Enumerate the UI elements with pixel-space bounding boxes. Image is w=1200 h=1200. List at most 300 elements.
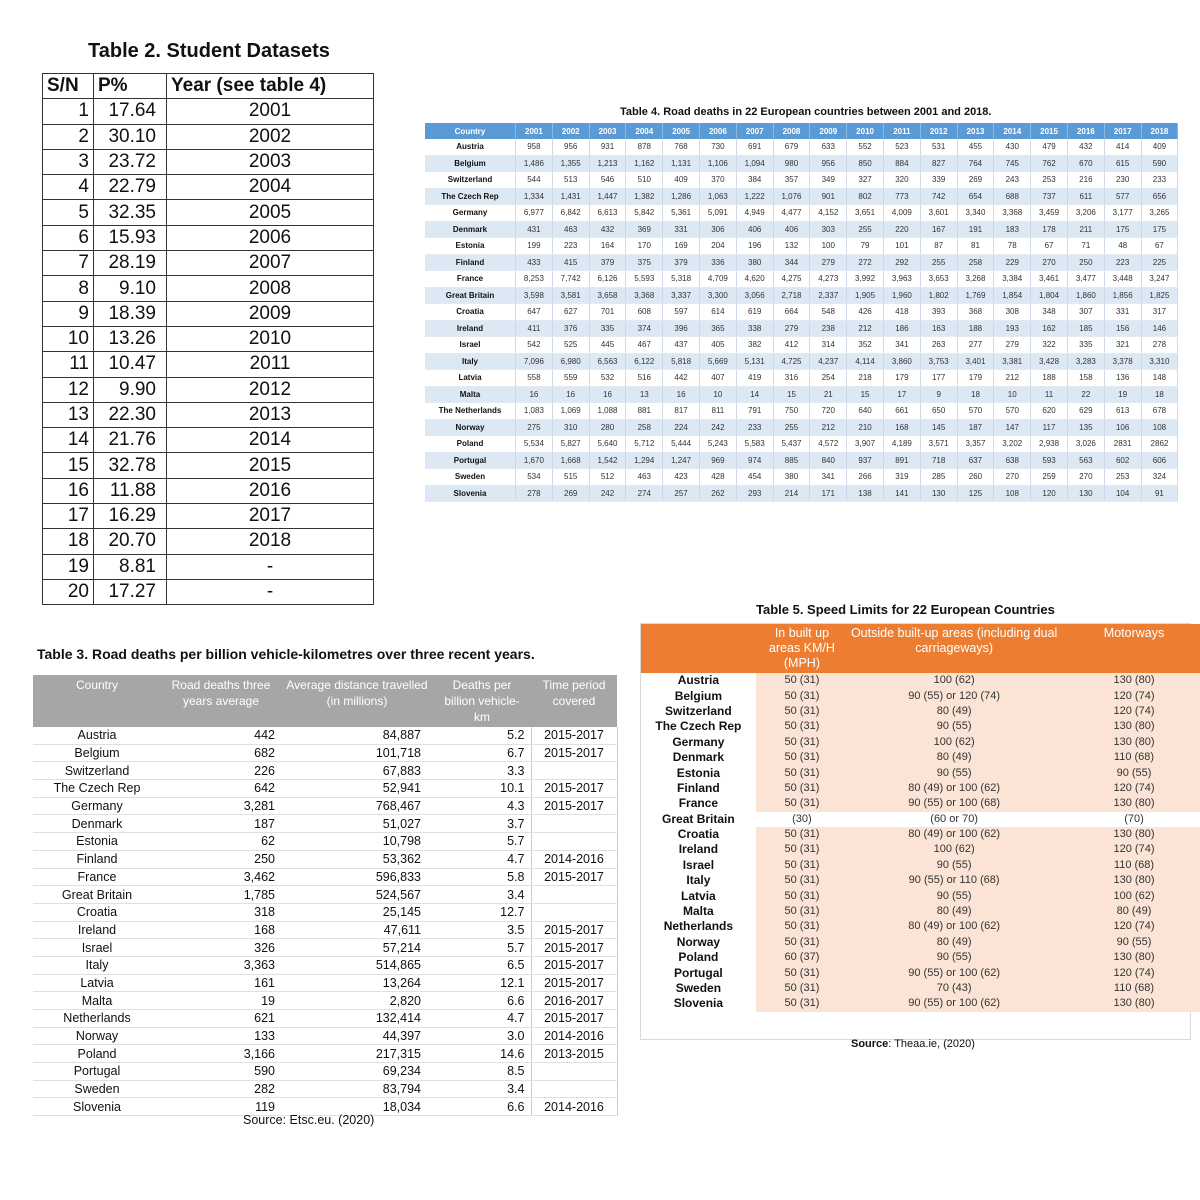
table4-cell-value: 409 — [1141, 139, 1178, 155]
table4-cell-value: 238 — [810, 320, 847, 337]
table2-cell-sn: 4 — [43, 175, 94, 200]
table4-cell-value: 16 — [516, 386, 553, 403]
table5-cell-gap — [1060, 704, 1068, 719]
table4-cell-value: 145 — [920, 419, 957, 436]
table4-row — [425, 205, 1178, 222]
table3-cell-distance: 67,883 — [281, 762, 433, 780]
table4-cell-value: 3,268 — [957, 271, 994, 288]
table4-cell-value: 316 — [773, 370, 810, 387]
table4-cell-value: 185 — [1067, 320, 1104, 337]
table4-cell-value: 510 — [626, 172, 663, 189]
table5-cell-builtup: 50 (31) — [756, 904, 848, 919]
table4-cell-value: 13 — [626, 386, 663, 403]
table3-cell-deaths: 62 — [161, 833, 281, 851]
table4-cell-value: 279 — [994, 337, 1031, 354]
table5-cell-gap — [1060, 950, 1068, 965]
table4-cell-value: 275 — [516, 419, 553, 436]
table4-cell-value: 322 — [1031, 337, 1068, 354]
table3-cell-rate: 14.6 — [433, 1045, 531, 1063]
table4-cell-value: 310 — [552, 419, 589, 436]
table2-cell-p: 30.10 — [94, 124, 167, 149]
table4-cell-value: 3,448 — [1104, 271, 1141, 288]
table4-cell-value: 1,825 — [1141, 287, 1178, 304]
table4-cell-value: 4,237 — [810, 353, 847, 370]
table3-row — [33, 868, 617, 886]
table4 — [425, 123, 1178, 502]
table4-cell-value: 108 — [1141, 419, 1178, 436]
table4-cell-value: 260 — [957, 469, 994, 486]
table3-cell-deaths: 161 — [161, 974, 281, 992]
table4-header-year: 2006 — [699, 123, 736, 139]
table4-cell-value: 6,122 — [626, 353, 663, 370]
table2-cell-p: 8.81 — [94, 554, 167, 579]
table5-cell-builtup: 60 (37) — [756, 950, 848, 965]
table4-cell-value: 341 — [883, 337, 920, 354]
table2-cell-p: 10.47 — [94, 352, 167, 377]
table4-cell-value: 10 — [699, 386, 736, 403]
table4-cell-value: 1,222 — [736, 188, 773, 205]
table3-row — [33, 992, 617, 1010]
table3-cell-rate: 6.7 — [433, 744, 531, 762]
table3-row — [33, 1027, 617, 1045]
table4-cell-value: 255 — [920, 254, 957, 271]
table4-cell-value: 193 — [994, 320, 1031, 337]
table3-cell-rate: 6.6 — [433, 1098, 531, 1116]
table4-cell-value: 18 — [957, 386, 994, 403]
table3-header-period: Time period covered — [531, 675, 617, 727]
table4-cell-value: 414 — [1104, 139, 1141, 155]
table4-cell-value: 720 — [810, 403, 847, 420]
table3-cell-deaths: 282 — [161, 1080, 281, 1098]
table4-cell-value: 320 — [883, 172, 920, 189]
table4-cell-value: 407 — [699, 370, 736, 387]
table4-cell-value: 270 — [1031, 254, 1068, 271]
table3-cell-deaths: 168 — [161, 921, 281, 939]
table3-row — [33, 762, 617, 780]
table4-cell-value: 850 — [847, 155, 884, 172]
table5-cell-outside: 90 (55) — [848, 765, 1060, 780]
table3-row — [33, 1010, 617, 1028]
table4-header-year: 2009 — [810, 123, 847, 139]
table2-cell-year: - — [167, 579, 374, 604]
table5-cell-builtup: 50 (31) — [756, 719, 848, 734]
table5-cell-outside: 90 (55) — [848, 950, 1060, 965]
table3-cell-period: 2015-2017 — [531, 727, 617, 744]
table4-cell-value: 183 — [994, 221, 1031, 238]
table4-cell-value: 516 — [626, 370, 663, 387]
table4-cell-value: 16 — [589, 386, 626, 403]
table2-row — [43, 301, 374, 326]
table4-cell-value: 1,334 — [516, 188, 553, 205]
table4-cell-value: 431 — [516, 221, 553, 238]
table3-header-deaths: Road deaths three years average — [161, 675, 281, 727]
table4-cell-country: Latvia — [425, 370, 516, 387]
table4-cell-value: 406 — [736, 221, 773, 238]
table4-cell-value: 3,056 — [736, 287, 773, 304]
table3-cell-deaths: 3,281 — [161, 797, 281, 815]
table3-row — [33, 797, 617, 815]
table5-cell-outside: 100 (62) — [848, 842, 1060, 857]
table2-cell-year: 2018 — [167, 529, 374, 554]
table4-cell-value: 6,842 — [552, 205, 589, 222]
table4-cell-value: 169 — [663, 238, 700, 255]
table4-cell-value: 87 — [920, 238, 957, 255]
table2-cell-p: 22.30 — [94, 402, 167, 427]
table3-cell-country: Belgium — [33, 744, 161, 762]
table4-cell-value: 670 — [1067, 155, 1104, 172]
table4-cell-value: 7,096 — [516, 353, 553, 370]
table4-cell-value: 258 — [957, 254, 994, 271]
table4-cell-value: 5,243 — [699, 436, 736, 453]
table5-row — [641, 796, 1200, 811]
table4-cell-value: 1,355 — [552, 155, 589, 172]
table2-header-p: P% — [94, 74, 167, 99]
table4-row — [425, 419, 1178, 436]
table4-cell-value: 5,818 — [663, 353, 700, 370]
table5-cell-country: Poland — [678, 950, 719, 965]
table4-cell-value: 881 — [626, 403, 663, 420]
table4-cell-value: 654 — [957, 188, 994, 205]
table2-cell-p: 11.88 — [94, 478, 167, 503]
table5-cell-motorways: 120 (74) — [1068, 688, 1200, 703]
table4-cell-value: 138 — [847, 485, 884, 502]
table4-cell-value: 432 — [589, 221, 626, 238]
table4-cell-value: 18 — [1141, 386, 1178, 403]
table2-row — [43, 554, 374, 579]
table5-cell-outside: 80 (49) — [848, 935, 1060, 950]
table5-cell-outside: 80 (49) — [848, 750, 1060, 765]
table4-cell-value: 802 — [847, 188, 884, 205]
table5-cell-gap — [1060, 673, 1068, 688]
table2-cell-sn: 3 — [43, 149, 94, 174]
table5-cell-outside: 90 (55) or 110 (68) — [848, 873, 1060, 888]
table5-cell-gap — [1060, 996, 1068, 1011]
table4-cell-value: 3,963 — [883, 271, 920, 288]
table4-cell-value: 204 — [699, 238, 736, 255]
table5-cell-outside: 90 (55) or 100 (62) — [848, 996, 1060, 1011]
table4-cell-value: 1,802 — [920, 287, 957, 304]
table4-cell-value: 336 — [699, 254, 736, 271]
table3-cell-deaths: 3,462 — [161, 868, 281, 886]
table4-cell-value: 602 — [1104, 452, 1141, 469]
table4-cell-value: 5,583 — [736, 436, 773, 453]
table3-cell-period: 2014-2016 — [531, 1027, 617, 1045]
table4-cell-value: 430 — [994, 139, 1031, 155]
table3-cell-period — [531, 815, 617, 833]
table4-cell-value: 104 — [1104, 485, 1141, 502]
table4-cell-value: 379 — [663, 254, 700, 271]
table4-cell-value: 1,106 — [699, 155, 736, 172]
table3-cell-country: France — [33, 868, 161, 886]
table5-cell-motorways: 90 (55) — [1068, 935, 1200, 950]
table4-cell-value: 1,670 — [516, 452, 553, 469]
table4-header-year: 2017 — [1104, 123, 1141, 139]
table3-cell-distance: 69,234 — [281, 1063, 433, 1081]
table4-cell-value: 3,658 — [589, 287, 626, 304]
table5-row — [641, 719, 1200, 734]
table3-row — [33, 939, 617, 957]
table4-cell-value: 531 — [920, 139, 957, 155]
table4-cell-value: 10 — [994, 386, 1031, 403]
table5-cell-country: France — [678, 796, 719, 811]
table4-cell-value: 396 — [663, 320, 700, 337]
table3-row — [33, 974, 617, 992]
table3-cell-deaths: 19 — [161, 992, 281, 1010]
table3-cell-country: The Czech Rep — [33, 780, 161, 798]
table4-row — [425, 353, 1178, 370]
table4-cell-value: 1,162 — [626, 155, 663, 172]
table3-cell-distance: 13,264 — [281, 974, 433, 992]
table3-cell-country: Netherlands — [33, 1010, 161, 1028]
table5-cell-builtup: 50 (31) — [756, 996, 848, 1011]
table4-cell-value: 958 — [516, 139, 553, 155]
table5-cell-country: Austria — [677, 673, 720, 688]
table3-row — [33, 1045, 617, 1063]
table5-row — [641, 888, 1200, 903]
table4-cell-country: Malta — [425, 386, 516, 403]
table4-cell-value: 1,131 — [663, 155, 700, 172]
table2-cell-sn: 12 — [43, 377, 94, 402]
table4-cell-value: 242 — [589, 485, 626, 502]
table4-cell-value: 338 — [736, 320, 773, 337]
table5-row — [641, 673, 1200, 688]
table4-cell-value: 885 — [773, 452, 810, 469]
table5-cell-gap — [1060, 688, 1068, 703]
table4-cell-value: 280 — [589, 419, 626, 436]
table3-cell-period: 2015-2017 — [531, 1010, 617, 1028]
table2 — [42, 73, 374, 605]
table4-header-year: 2016 — [1067, 123, 1104, 139]
table4-cell-value: 650 — [920, 403, 957, 420]
table4-cell-value: 156 — [1104, 320, 1141, 337]
table3-cell-rate: 5.7 — [433, 939, 531, 957]
table4-cell-value: 1,382 — [626, 188, 663, 205]
table5-cell-country: Netherlands — [663, 919, 734, 934]
table5-row — [641, 873, 1200, 888]
table5-source-text: : Theaa.ie, (2020) — [888, 1038, 975, 1050]
table3-cell-distance: 83,794 — [281, 1080, 433, 1098]
table2-cell-p: 22.79 — [94, 175, 167, 200]
table4-cell-value: 1,860 — [1067, 287, 1104, 304]
table4-cell-value: 223 — [1104, 254, 1141, 271]
table4-cell-value: 374 — [626, 320, 663, 337]
table5-cell-gap — [1060, 765, 1068, 780]
table4-cell-value: 279 — [810, 254, 847, 271]
table4-cell-value: 220 — [883, 221, 920, 238]
table5-cell-builtup: 50 (31) — [756, 919, 848, 934]
table4-cell-value: 212 — [994, 370, 1031, 387]
table3-cell-distance: 524,567 — [281, 886, 433, 904]
table3-cell-distance: 2,820 — [281, 992, 433, 1010]
table4-cell-value: 177 — [920, 370, 957, 387]
table4-cell-value: 327 — [847, 172, 884, 189]
table4-cell-value: 811 — [699, 403, 736, 420]
table4-cell-value: 548 — [810, 304, 847, 321]
table5-cell-outside: 90 (55) or 100 (62) — [848, 965, 1060, 980]
table4-cell-value: 901 — [810, 188, 847, 205]
table4-cell-value: 433 — [516, 254, 553, 271]
table3-header-rate: Deaths per billion vehicle-km — [433, 675, 531, 727]
table3-cell-distance: 10,798 — [281, 833, 433, 851]
table4-cell-value: 257 — [663, 485, 700, 502]
table4-cell-value: 106 — [1104, 419, 1141, 436]
table3-cell-deaths: 133 — [161, 1027, 281, 1045]
table4-cell-value: 375 — [626, 254, 663, 271]
table4-cell-value: 5,640 — [589, 436, 626, 453]
table5-cell-outside: 80 (49) — [848, 904, 1060, 919]
table4-cell-value: 2862 — [1141, 436, 1178, 453]
table4-row — [425, 403, 1178, 420]
table4-cell-value: 130 — [1067, 485, 1104, 502]
table5-cell-gap — [1060, 750, 1068, 765]
table4-cell-value: 1,083 — [516, 403, 553, 420]
table3-cell-distance: 596,833 — [281, 868, 433, 886]
table4-cell-value: 620 — [1031, 403, 1068, 420]
table4-cell-value: 9 — [920, 386, 957, 403]
table3-cell-period: 2014-2016 — [531, 850, 617, 868]
table4-header-year: 2018 — [1141, 123, 1178, 139]
table5-cell-motorways: 90 (55) — [1068, 765, 1200, 780]
table4-cell-value: 5,437 — [773, 436, 810, 453]
table4-cell-value: 4,477 — [773, 205, 810, 222]
table4-cell-value: 380 — [773, 469, 810, 486]
table4-cell-value: 79 — [847, 238, 884, 255]
table4-cell-value: 577 — [1104, 188, 1141, 205]
table3-title: Table 3. Road deaths per billion vehicle-kilometres over three recent years. — [37, 646, 535, 662]
table4-cell-value: 405 — [699, 337, 736, 354]
table4-cell-value: 101 — [883, 238, 920, 255]
table3-cell-period: 2016-2017 — [531, 992, 617, 1010]
table4-cell-country: Switzerland — [425, 172, 516, 189]
table2-cell-year: 2016 — [167, 478, 374, 503]
table3-cell-distance: 57,214 — [281, 939, 433, 957]
table3-cell-rate: 5.8 — [433, 868, 531, 886]
table4-cell-value: 593 — [1031, 452, 1068, 469]
table3-cell-rate: 4.7 — [433, 850, 531, 868]
table4-cell-value: 454 — [736, 469, 773, 486]
table5-cell-outside: 80 (49) or 100 (62) — [848, 827, 1060, 842]
table4-header-year: 2002 — [552, 123, 589, 139]
table2-title: Table 2. Student Datasets — [88, 40, 330, 62]
table4-cell-value: 5,669 — [699, 353, 736, 370]
table5-cell-motorways: 120 (74) — [1068, 965, 1200, 980]
table5-row — [641, 996, 1200, 1011]
table4-cell-value: 559 — [552, 370, 589, 387]
table3-cell-rate: 3.5 — [433, 921, 531, 939]
table5-row — [641, 750, 1200, 765]
table4-cell-value: 348 — [1031, 304, 1068, 321]
table4-cell-value: 136 — [1104, 370, 1141, 387]
table2-row — [43, 352, 374, 377]
table4-cell-value: 349 — [810, 172, 847, 189]
table4-cell-value: 1,094 — [736, 155, 773, 172]
table3-cell-country: Sweden — [33, 1080, 161, 1098]
table3-cell-country: Estonia — [33, 833, 161, 851]
table5-cell-outside: 70 (43) — [848, 981, 1060, 996]
table5-source-label: Source — [851, 1038, 889, 1050]
table4-cell-value: 1,069 — [552, 403, 589, 420]
table3-cell-country: Switzerland — [33, 762, 161, 780]
table4-cell-value: 745 — [994, 155, 1031, 172]
table4-cell-value: 3,357 — [957, 436, 994, 453]
table2-cell-sn: 9 — [43, 301, 94, 326]
table2-cell-year: 2007 — [167, 251, 374, 276]
table2-row — [43, 326, 374, 351]
table4-cell-value: 4,189 — [883, 436, 920, 453]
table4-cell-value: 91 — [1141, 485, 1178, 502]
table4-cell-value: 479 — [1031, 139, 1068, 155]
table4-cell-value: 270 — [994, 469, 1031, 486]
table4-cell-value: 5,318 — [663, 271, 700, 288]
table4-cell-country: France — [425, 271, 516, 288]
table4-row — [425, 254, 1178, 271]
table5-cell-country: Switzerland — [665, 703, 732, 718]
table2-row — [43, 453, 374, 478]
table5-cell-builtup: 50 (31) — [756, 765, 848, 780]
table2-cell-sn: 15 — [43, 453, 94, 478]
table5-cell-builtup: 50 (31) — [756, 965, 848, 980]
table4-title: Table 4. Road deaths in 22 European countries between 2001 and 2018. — [620, 106, 992, 118]
table4-cell-value: 3,860 — [883, 353, 920, 370]
table4-header-year: 2008 — [773, 123, 810, 139]
table3-cell-rate: 3.4 — [433, 1080, 531, 1098]
table2-header-sn: S/N — [43, 74, 94, 99]
table4-cell-value: 357 — [773, 172, 810, 189]
table5-cell-country: Italy — [686, 873, 711, 888]
table4-cell-value: 269 — [957, 172, 994, 189]
table4-cell-value: 3,384 — [994, 271, 1031, 288]
table4-cell-value: 768 — [663, 139, 700, 155]
table4-cell-value: 278 — [516, 485, 553, 502]
table4-cell-value: 258 — [626, 419, 663, 436]
table5-cell-country: Israel — [682, 857, 715, 872]
table4-cell-value: 170 — [626, 238, 663, 255]
table4-cell-value: 48 — [1104, 238, 1141, 255]
table4-cell-value: 108 — [994, 485, 1031, 502]
table4-row — [425, 485, 1178, 502]
table4-cell-value: 827 — [920, 155, 957, 172]
table5-cell-builtup: 50 (31) — [756, 981, 848, 996]
table4-header-country: Country — [425, 123, 516, 139]
table3-cell-period — [531, 1063, 617, 1081]
table4-cell-country: Sweden — [425, 469, 516, 486]
table4-cell-value: 627 — [552, 304, 589, 321]
table3-cell-period: 2013-2015 — [531, 1045, 617, 1063]
table4-cell-value: 179 — [957, 370, 994, 387]
table2-cell-sn: 10 — [43, 326, 94, 351]
table5-row — [641, 735, 1200, 750]
table4-cell-value: 163 — [920, 320, 957, 337]
table5-cell-gap — [1060, 904, 1068, 919]
table3-cell-deaths: 442 — [161, 727, 281, 744]
table4-cell-value: 233 — [736, 419, 773, 436]
table4-cell-value: 100 — [810, 238, 847, 255]
table4-cell-value: 365 — [699, 320, 736, 337]
table4-cell-value: 4,949 — [736, 205, 773, 222]
table4-cell-value: 412 — [773, 337, 810, 354]
table2-cell-year: 2017 — [167, 504, 374, 529]
table4-cell-value: 212 — [810, 419, 847, 436]
table5-cell-motorways: 130 (80) — [1068, 827, 1200, 842]
table5-cell-gap — [1060, 873, 1068, 888]
table4-cell-value: 324 — [1141, 469, 1178, 486]
table2-cell-year: 2002 — [167, 124, 374, 149]
table4-cell-value: 3,581 — [552, 287, 589, 304]
table4-cell-value: 445 — [589, 337, 626, 354]
table4-cell-value: 3,206 — [1067, 205, 1104, 222]
table2-cell-year: 2009 — [167, 301, 374, 326]
table5-cell-country: Great Britain — [662, 811, 735, 826]
